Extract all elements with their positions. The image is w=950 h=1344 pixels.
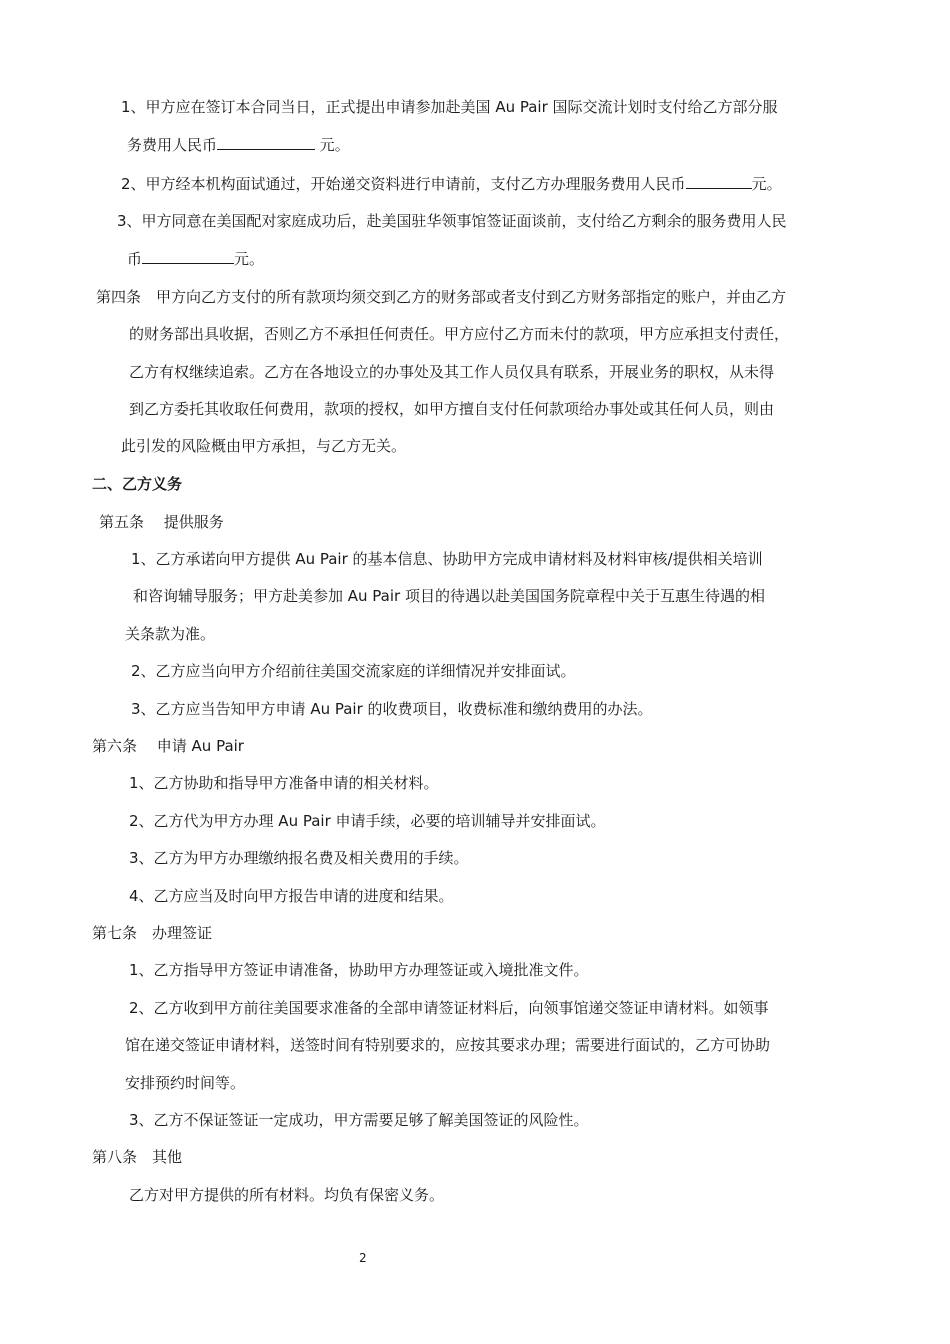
article-8-heading: 第八条 其他	[92, 1148, 183, 1166]
article-6-item-1: 1、乙方协助和指导甲方准备申请的相关材料。	[129, 774, 439, 792]
article-6-item-4: 4、乙方应当及时向甲方报告申请的进度和结果。	[129, 887, 454, 905]
payment-item-3-text: 币	[127, 250, 143, 268]
article-6-heading: 第六条 申请 Au Pair	[92, 737, 244, 755]
page-number: 2	[359, 1251, 367, 1265]
article-4-line-3: 乙方有权继续追索。乙方在各地设立的办事处及其工作人员仅具有联系，开展业务的职权，从未得	[129, 363, 775, 381]
article-4-line-4: 到乙方委托其收取任何费用，款项的授权，如甲方擅自支付任何款项给办事处或其任何人员，则由	[129, 400, 775, 418]
payment-item-1-line-2	[127, 134, 350, 155]
article-5-heading: 第五条 提供服务	[99, 513, 224, 531]
payment-item-1-line-1: 1、甲方应在签订本合同当日，正式提出申请参加赴美国 Au Pair 国际交流计划时支付给乙方部分服	[121, 98, 778, 116]
article-5-item-1-line-2: 和咨询辅导服务；甲方赴美参加 Au Pair 项目的待遇以赴美国国务院章程中关于互惠生待遇的相	[133, 587, 765, 605]
article-6-item-2: 2、乙方代为甲方办理 Au Pair 申请手续，必要的培训辅导并安排面试。	[129, 812, 606, 830]
payment-item-2-text: 2、甲方经本机构面试通过，开始递交资料进行申请前，支付乙方办理服务费用人民币	[121, 175, 686, 193]
payment-item-1-unit: 元。	[315, 136, 350, 154]
article-5-item-1-line-3: 关条款为准。	[125, 625, 216, 643]
article-7-item-2-line-3: 安排预约时间等。	[125, 1074, 246, 1092]
amount-blank-3	[142, 248, 234, 264]
amount-blank-2	[686, 173, 752, 189]
article-6-item-3: 3、乙方为甲方办理缴纳报名费及相关费用的手续。	[129, 849, 469, 867]
amount-blank-1	[217, 134, 315, 150]
payment-item-2	[121, 173, 782, 194]
article-5-item-2: 2、乙方应当向甲方介绍前往美国交流家庭的详细情况并安排面试。	[131, 662, 576, 680]
payment-item-3-line-2	[127, 248, 264, 269]
payment-item-3-line-1: 3、甲方同意在美国配对家庭成功后，赴美国驻华领事馆签证面谈前，支付给乙方剩余的服务费用人民	[117, 212, 787, 230]
article-7-item-2-line-1: 2、乙方收到甲方前往美国要求准备的全部申请签证材料后，向领事馆递交签证申请材料。如领事	[129, 999, 769, 1017]
article-5-item-3: 3、乙方应当告知甲方申请 Au Pair 的收费项目，收费标准和缴纳费用的办法。	[131, 700, 653, 718]
article-8-body: 乙方对甲方提供的所有材料。均负有保密义务。	[129, 1186, 445, 1204]
section-heading-party-b-obligations: 二、乙方义务	[92, 475, 183, 493]
article-7-item-1: 1、乙方指导甲方签证申请准备，协助甲方办理签证或入境批准文件。	[129, 961, 589, 979]
article-5-item-1-line-1: 1、乙方承诺向甲方提供 Au Pair 的基本信息、协助甲方完成申请材料及材料审核/提供相关培训	[131, 550, 763, 568]
article-4-line-2: 的财务部出具收据，否则乙方不承担任何责任。甲方应付乙方而未付的款项，甲方应承担支付责任，	[129, 325, 790, 343]
article-7-item-2-line-2: 馆在递交签证申请材料，送签时间有特别要求的，应按其要求办理；需要进行面试的，乙方可协助	[125, 1036, 771, 1054]
article-4-line-1: 第四条 甲方向乙方支付的所有款项均须交到乙方的财务部或者支付到乙方财务部指定的账户，并由乙方	[96, 288, 787, 306]
payment-item-1-text: 务费用人民币	[127, 136, 218, 154]
article-4-line-5: 此引发的风险概由甲方承担，与乙方无关。	[121, 437, 407, 455]
article-7-heading: 第七条 办理签证	[92, 924, 213, 942]
payment-item-3-unit: 元。	[234, 250, 265, 268]
payment-item-2-unit: 元。	[751, 175, 782, 193]
article-7-item-3: 3、乙方不保证签证一定成功，甲方需要足够了解美国签证的风险性。	[129, 1111, 589, 1129]
